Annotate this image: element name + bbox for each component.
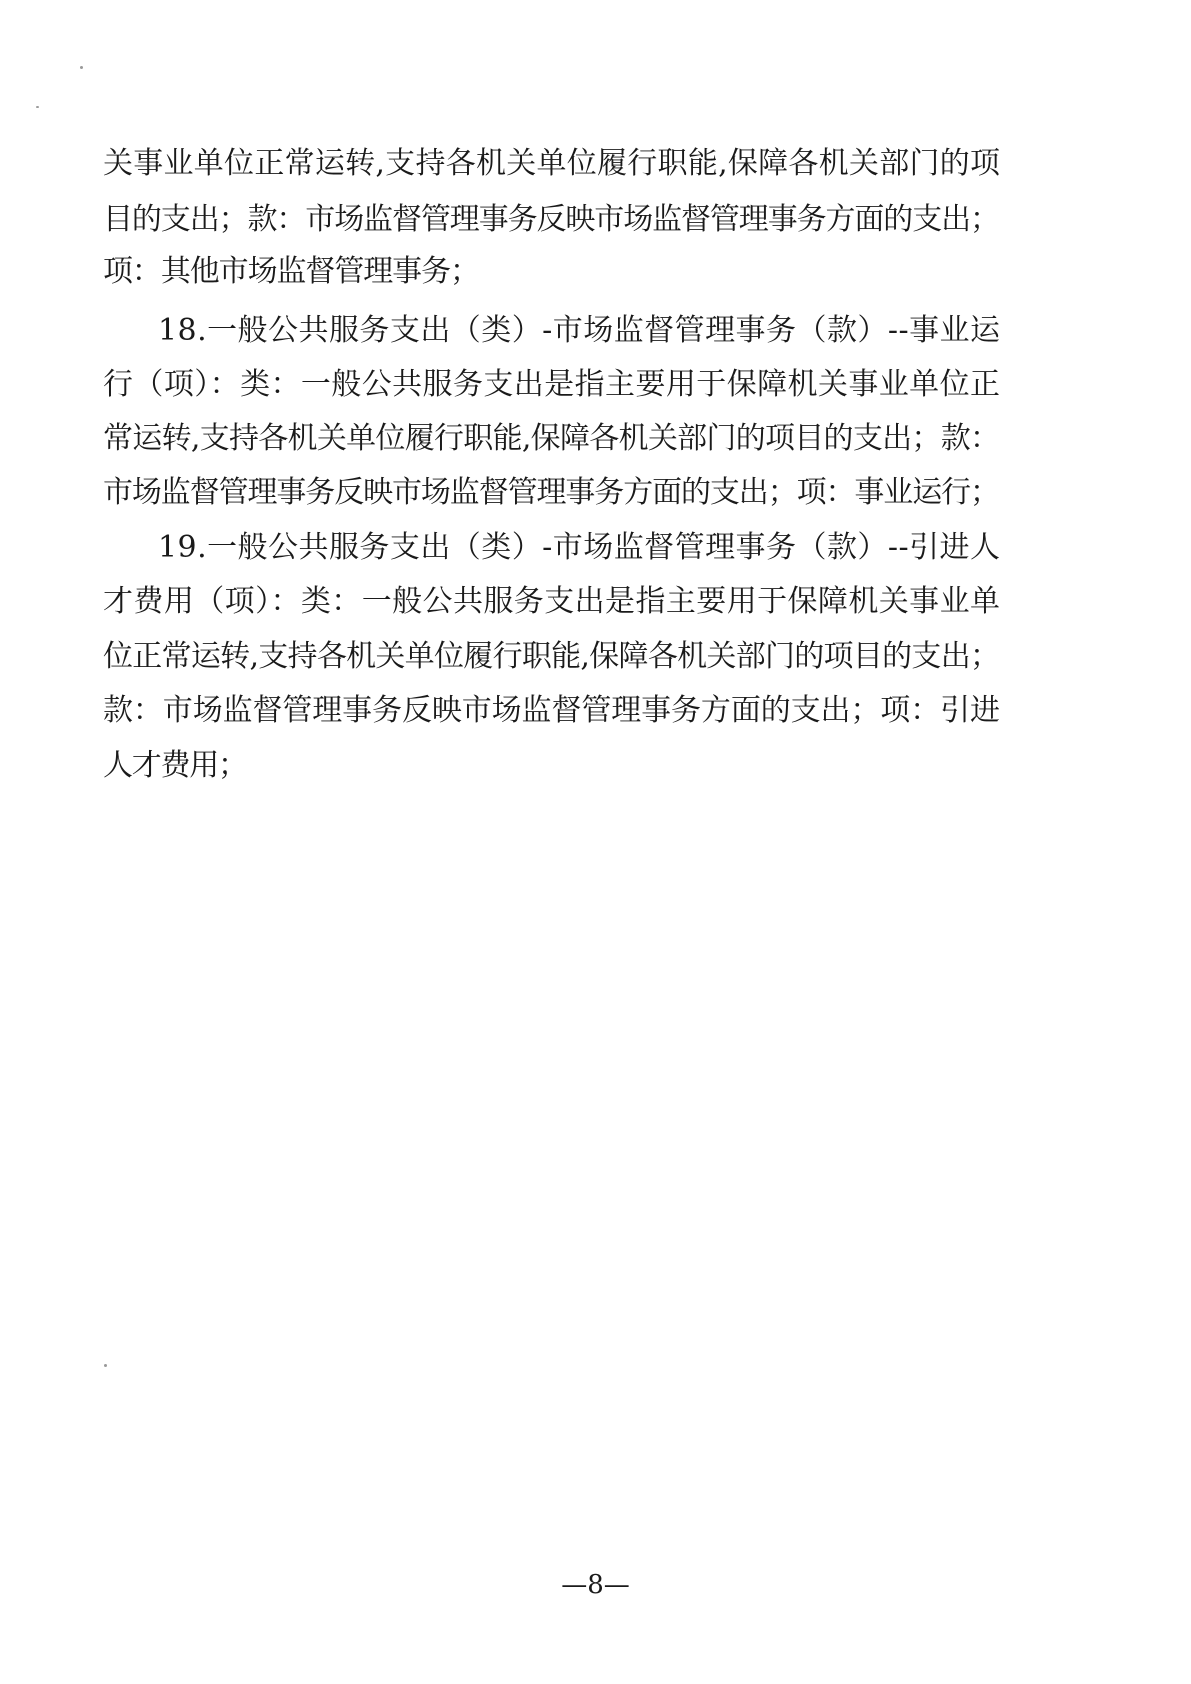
body-line-text: 关事业单位正常运转,支持各机关单位履行职能,保障各机关部门的项 [103, 146, 1001, 181]
body-line-text: 项：其他市场监督管理事务； [103, 254, 479, 289]
body-line [0, 528, 1191, 568]
page-number: —8— [561, 1570, 630, 1600]
body-line [0, 419, 1191, 459]
body-line-text: 款：市场监督管理事务反映市场监督管理事务方面的支出；项：引进 [103, 693, 1000, 728]
body-line-text: 市场监督管理事务反映市场监督管理事务方面的支出；项：事业运行； [103, 475, 999, 510]
body-line [0, 473, 1191, 513]
scan-speck [104, 1364, 107, 1367]
body-line-text: 目的支出；款：市场监督管理事务反映市场监督管理事务方面的支出； [103, 202, 999, 237]
body-line [0, 252, 1191, 292]
body-line [0, 582, 1191, 622]
body-line-text: 行（项）：类：一般公共服务支出是指主要用于保障机关事业单位正 [103, 367, 1001, 402]
body-line [0, 200, 1191, 240]
body-line [0, 311, 1191, 351]
body-line [0, 691, 1191, 731]
body-line [0, 746, 1191, 786]
body-line-text: 18.一般公共服务支出（类）-市场监督管理事务（款）--事业运 [158, 313, 1001, 348]
body-line-text: 才费用（项）：类：一般公共服务支出是指主要用于保障机关事业单 [103, 584, 1001, 619]
scan-speck [80, 66, 83, 69]
body-line [0, 365, 1191, 405]
body-line-text: 常运转,支持各机关单位履行职能,保障各机关部门的项目的支出；款： [103, 421, 1000, 456]
body-line-text: 19.一般公共服务支出（类）-市场监督管理事务（款）--引进人 [158, 530, 1001, 565]
body-line-text: 人才费用； [103, 748, 247, 783]
scan-speck [36, 106, 39, 108]
body-line [0, 637, 1191, 677]
body-line-text: 位正常运转,支持各机关单位履行职能,保障各机关部门的项目的支出； [103, 639, 1000, 674]
body-line [0, 144, 1191, 184]
